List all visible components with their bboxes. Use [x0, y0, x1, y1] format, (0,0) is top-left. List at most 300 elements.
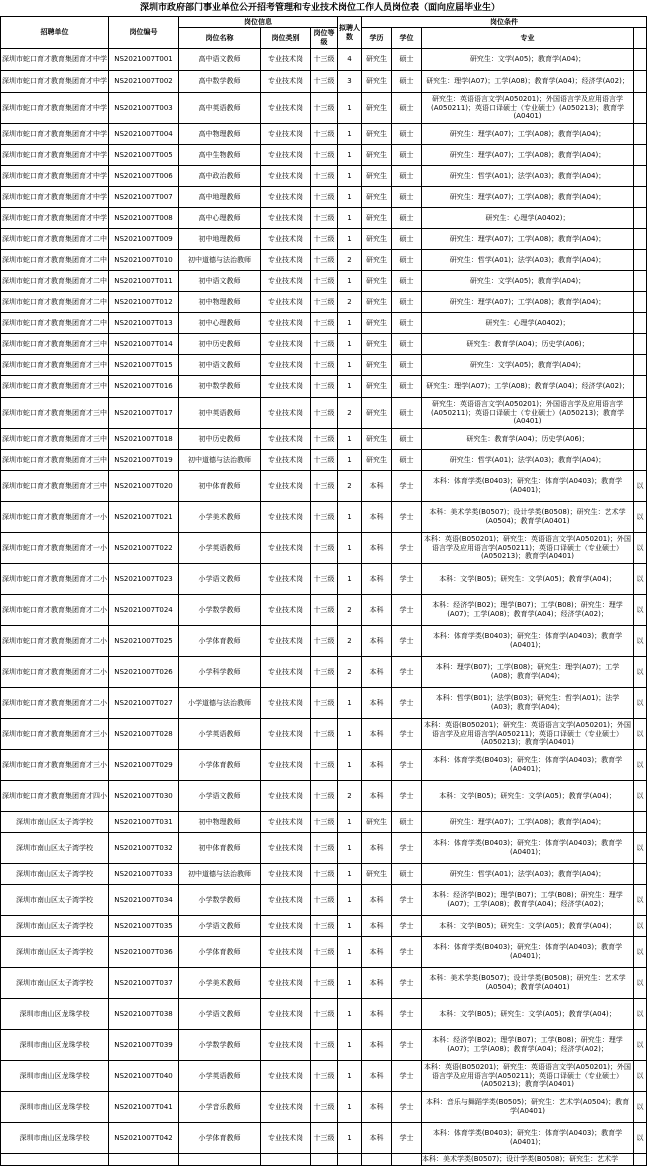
unit-cell: 深圳市蛇口育才教育集团育才三中	[1, 450, 109, 471]
degree-cell: 硕士	[392, 355, 422, 376]
edu-cell: 研究生	[362, 145, 392, 166]
major-cell: 研究生：哲学(A01)；法学(A03)；教育学(A04)；	[422, 250, 634, 271]
unit-cell: 深圳市蛇口育才教育集团育才四小	[1, 781, 109, 812]
major-cell: 本科：体育学类(B0403)；研究生：体育学(A0403)；教育学(A0401)；	[422, 471, 634, 502]
category-cell: 专业技术岗	[261, 124, 311, 145]
edu-cell: 本科	[362, 1030, 392, 1061]
grade-cell: 十三级	[311, 657, 338, 688]
grade-cell: 十三级	[311, 450, 338, 471]
row-tail-mark	[634, 450, 647, 471]
edu-cell: 本科	[362, 1123, 392, 1154]
post-name-cell: 初中物理教师	[179, 292, 261, 313]
unit-cell: 深圳市南山区太子湾学校	[1, 864, 109, 885]
unit-cell: 深圳市蛇口育才教育集团育才二小	[1, 657, 109, 688]
count-cell: 1	[338, 999, 362, 1030]
count-cell: 1	[338, 450, 362, 471]
row-tail-mark	[634, 145, 647, 166]
empty-cell	[362, 1154, 392, 1166]
code-cell: NS2021007T001	[109, 49, 179, 71]
edu-cell: 本科	[362, 968, 392, 999]
post-name-cell: 小学体育教师	[179, 937, 261, 968]
row-tail-mark	[634, 812, 647, 833]
table-row	[0, 355, 647, 376]
grade-cell: 十三级	[311, 812, 338, 833]
count-cell: 1	[338, 229, 362, 250]
grade-cell: 十三级	[311, 71, 338, 93]
code-cell: NS2021007T016	[109, 376, 179, 398]
table-row	[0, 334, 647, 355]
code-cell: NS2021007T018	[109, 429, 179, 450]
degree-cell: 硕士	[392, 145, 422, 166]
row-tail-mark	[634, 93, 647, 124]
code-cell: NS2021007T027	[109, 688, 179, 719]
edu-cell: 本科	[362, 719, 392, 750]
unit-cell: 深圳市蛇口育才教育集团育才中学	[1, 124, 109, 145]
category-cell: 专业技术岗	[261, 719, 311, 750]
major-cell: 研究生：理学(A07)；工学(A08)；教育学(A04)；	[422, 124, 634, 145]
major-cell: 研究生：理学(A07)；工学(A08)；教育学(A04)；	[422, 145, 634, 166]
count-cell: 1	[338, 719, 362, 750]
unit-cell: 深圳市蛇口育才教育集团育才二小	[1, 688, 109, 719]
major-cell: 本科：哲学(B01)；法学(B03)；研究生：哲学(A01)；法学(A03)；教育学(A04)；	[422, 688, 634, 719]
major-cell: 研究生：理学(A07)；工学(A08)；教育学(A04)；经济学(A02)；	[422, 71, 634, 93]
post-name-cell: 小学英语教师	[179, 533, 261, 564]
header-code: 岗位编号	[109, 17, 179, 49]
category-cell: 专业技术岗	[261, 750, 311, 781]
category-cell: 专业技术岗	[261, 166, 311, 187]
major-cell: 研究生：心理学(A0402)；	[422, 313, 634, 334]
row-tail-mark: 以	[634, 1061, 647, 1092]
post-name-cell: 小学英语教师	[179, 719, 261, 750]
code-cell: NS2021007T015	[109, 355, 179, 376]
unit-cell: 深圳市南山区龙珠学校	[1, 1061, 109, 1092]
count-cell: 1	[338, 145, 362, 166]
category-cell: 专业技术岗	[261, 781, 311, 812]
code-cell: NS2021007T019	[109, 450, 179, 471]
post-name-cell: 高中数学教师	[179, 71, 261, 93]
category-cell: 专业技术岗	[261, 999, 311, 1030]
unit-cell: 深圳市南山区太子湾学校	[1, 968, 109, 999]
table-row	[0, 719, 647, 750]
code-cell: NS2021007T025	[109, 626, 179, 657]
edu-cell: 研究生	[362, 124, 392, 145]
category-cell: 专业技术岗	[261, 355, 311, 376]
count-cell: 1	[338, 376, 362, 398]
degree-cell: 学士	[392, 781, 422, 812]
row-tail-mark	[634, 376, 647, 398]
edu-cell: 本科	[362, 533, 392, 564]
unit-cell: 深圳市南山区太子湾学校	[1, 937, 109, 968]
degree-cell: 硕士	[392, 271, 422, 292]
unit-cell: 深圳市蛇口育才教育集团育才中学	[1, 145, 109, 166]
code-cell: NS2021007T032	[109, 833, 179, 864]
row-tail-mark: 以	[634, 750, 647, 781]
degree-cell: 硕士	[392, 250, 422, 271]
major-cell: 本科：美术学类(B0507)；设计学类(B0508)；研究生：艺术学	[422, 1154, 634, 1166]
post-name-cell: 高中心理教师	[179, 208, 261, 229]
code-cell: NS2021007T028	[109, 719, 179, 750]
row-tail-mark: 以	[634, 1030, 647, 1061]
count-cell: 2	[338, 292, 362, 313]
major-cell: 本科：文学(B05)；研究生：文学(A05)；教育学(A04)；	[422, 781, 634, 812]
unit-cell: 深圳市南山区太子湾学校	[1, 916, 109, 937]
degree-cell: 学士	[392, 471, 422, 502]
code-cell: NS2021007T024	[109, 595, 179, 626]
major-cell: 本科：英语(B050201)；研究生：英语语言文学(A050201)；外国语言学及应用语言学(A050211)；英语口译硕士（专业硕士）(A050213)；教育学(A0401)	[422, 533, 634, 564]
category-cell: 专业技术岗	[261, 398, 311, 429]
grade-cell: 十三级	[311, 334, 338, 355]
major-cell: 研究生：文学(A05)；教育学(A04)；	[422, 49, 634, 71]
edu-cell: 研究生	[362, 271, 392, 292]
unit-cell: 深圳市蛇口育才教育集团育才中学	[1, 93, 109, 124]
count-cell: 2	[338, 471, 362, 502]
unit-cell: 深圳市蛇口育才教育集团育才三中	[1, 429, 109, 450]
row-tail-mark: 以	[634, 1123, 647, 1154]
edu-cell: 本科	[362, 502, 392, 533]
major-cell: 本科：经济学(B02)；理学(B07)；工学(B08)；研究生：理学(A07)；工学(A08)；教育学(A04)；经济学(A02)；	[422, 1030, 634, 1061]
degree-cell: 硕士	[392, 187, 422, 208]
major-cell: 研究生：哲学(A01)；法学(A03)；教育学(A04)；	[422, 450, 634, 471]
code-cell: NS2021007T023	[109, 564, 179, 595]
code-cell: NS2021007T042	[109, 1123, 179, 1154]
category-cell: 专业技术岗	[261, 533, 311, 564]
category-cell: 专业技术岗	[261, 229, 311, 250]
grade-cell: 十三级	[311, 93, 338, 124]
table-row	[0, 229, 647, 250]
edu-cell: 研究生	[362, 208, 392, 229]
count-cell: 2	[338, 595, 362, 626]
code-cell: NS2021007T039	[109, 1030, 179, 1061]
table-row	[0, 533, 647, 564]
grade-cell: 十三级	[311, 1092, 338, 1123]
grade-cell: 十三级	[311, 864, 338, 885]
row-tail-mark: 以	[634, 937, 647, 968]
code-cell: NS2021007T014	[109, 334, 179, 355]
unit-cell: 深圳市蛇口育才教育集团育才三小	[1, 750, 109, 781]
table-row	[0, 937, 647, 968]
count-cell: 2	[338, 250, 362, 271]
major-cell: 本科：美术学类(B0507)；设计学类(B0508)；研究生：艺术学(A0504)；教育学(A0401)	[422, 968, 634, 999]
grade-cell: 十三级	[311, 968, 338, 999]
grade-cell: 十三级	[311, 999, 338, 1030]
table-row	[0, 49, 647, 71]
edu-cell: 本科	[362, 626, 392, 657]
edu-cell: 研究生	[362, 334, 392, 355]
edu-cell: 本科	[362, 564, 392, 595]
post-name-cell: 初中历史教师	[179, 334, 261, 355]
post-name-cell: 高中政治教师	[179, 166, 261, 187]
grade-cell: 十三级	[311, 719, 338, 750]
table-row	[0, 208, 647, 229]
code-cell: NS2021007T003	[109, 93, 179, 124]
post-name-cell: 小学英语教师	[179, 1061, 261, 1092]
count-cell: 1	[338, 271, 362, 292]
row-tail-mark	[634, 292, 647, 313]
count-cell: 2	[338, 657, 362, 688]
unit-cell: 深圳市蛇口育才教育集团育才三中	[1, 471, 109, 502]
degree-cell: 硕士	[392, 292, 422, 313]
grade-cell: 十三级	[311, 781, 338, 812]
post-name-cell: 初中道德与法治教师	[179, 450, 261, 471]
edu-cell: 本科	[362, 916, 392, 937]
post-name-cell: 初中道德与法治教师	[179, 864, 261, 885]
post-name-cell: 初中物理教师	[179, 812, 261, 833]
degree-cell: 硕士	[392, 398, 422, 429]
post-name-cell: 初中体育教师	[179, 833, 261, 864]
unit-cell: 深圳市蛇口育才教育集团育才二中	[1, 313, 109, 334]
major-cell: 本科：英语(B050201)；研究生：英语语言文学(A050201)；外国语言学及应用语言学(A050211)；英语口译硕士（专业硕士）(A050213)；教育学(A0401)	[422, 719, 634, 750]
edu-cell: 本科	[362, 999, 392, 1030]
row-tail-mark	[634, 49, 647, 71]
row-tail-mark	[634, 398, 647, 429]
degree-cell: 学士	[392, 1123, 422, 1154]
code-cell: NS2021007T021	[109, 502, 179, 533]
post-name-cell: 小学语文教师	[179, 999, 261, 1030]
grade-cell: 十三级	[311, 750, 338, 781]
major-cell: 本科：体育学类(B0403)；研究生：体育学(A0403)；教育学(A0401)；	[422, 833, 634, 864]
count-cell: 1	[338, 864, 362, 885]
edu-cell: 研究生	[362, 355, 392, 376]
table-row	[0, 564, 647, 595]
row-tail-mark	[634, 271, 647, 292]
table-row	[0, 968, 647, 999]
empty-cell	[338, 1154, 362, 1166]
table-row	[0, 688, 647, 719]
degree-cell: 硕士	[392, 49, 422, 71]
major-cell: 本科：文学(B05)；研究生：文学(A05)；教育学(A04)；	[422, 916, 634, 937]
row-tail-mark: 以	[634, 533, 647, 564]
unit-cell: 深圳市南山区龙珠学校	[1, 1030, 109, 1061]
degree-cell: 学士	[392, 564, 422, 595]
table-row	[0, 124, 647, 145]
post-name-cell: 小学数学教师	[179, 595, 261, 626]
code-cell: NS2021007T022	[109, 533, 179, 564]
major-cell: 研究生：教育学(A04)；历史学(A06)；	[422, 429, 634, 450]
edu-cell: 本科	[362, 781, 392, 812]
count-cell: 1	[338, 750, 362, 781]
grade-cell: 十三级	[311, 208, 338, 229]
unit-cell: 深圳市蛇口育才教育集团育才中学	[1, 166, 109, 187]
degree-cell: 学士	[392, 595, 422, 626]
code-cell: NS2021007T037	[109, 968, 179, 999]
header-group-post-cond: 岗位条件	[362, 17, 647, 28]
major-cell: 研究生：文学(A05)；教育学(A04)；	[422, 271, 634, 292]
category-cell: 专业技术岗	[261, 564, 311, 595]
category-cell: 专业技术岗	[261, 1030, 311, 1061]
unit-cell: 深圳市南山区龙珠学校	[1, 1092, 109, 1123]
grade-cell: 十三级	[311, 688, 338, 719]
code-cell: NS2021007T026	[109, 657, 179, 688]
edu-cell: 本科	[362, 833, 392, 864]
header-major: 专业	[422, 28, 634, 49]
page-title: 深圳市政府部门事业单位公开招考管理和专业技术岗位工作人员岗位表（面向应届毕业生）	[139, 3, 500, 13]
row-tail-mark	[634, 71, 647, 93]
table-row	[0, 1123, 647, 1154]
header-category: 岗位类别	[261, 28, 311, 49]
code-cell: NS2021007T041	[109, 1092, 179, 1123]
degree-cell: 学士	[392, 999, 422, 1030]
major-cell: 本科：体育学类(B0403)；研究生：体育学(A0403)；教育学(A0401)；	[422, 626, 634, 657]
degree-cell: 学士	[392, 937, 422, 968]
empty-cell	[179, 1154, 261, 1166]
edu-cell: 研究生	[362, 93, 392, 124]
grade-cell: 十三级	[311, 1030, 338, 1061]
major-cell: 研究生：理学(A07)；工学(A08)；教育学(A04)；经济学(A02)；	[422, 376, 634, 398]
degree-cell: 学士	[392, 657, 422, 688]
table-row	[0, 93, 647, 124]
count-cell: 1	[338, 885, 362, 916]
grade-cell: 十三级	[311, 49, 338, 71]
empty-cell	[392, 1154, 422, 1166]
row-tail-mark: 以	[634, 1092, 647, 1123]
edu-cell: 研究生	[362, 49, 392, 71]
table-row	[0, 1092, 647, 1123]
major-cell: 研究生：哲学(A01)；法学(A03)；教育学(A04)；	[422, 166, 634, 187]
edu-cell: 研究生	[362, 450, 392, 471]
table-row	[0, 812, 647, 833]
count-cell: 1	[338, 533, 362, 564]
edu-cell: 研究生	[362, 166, 392, 187]
degree-cell: 硕士	[392, 376, 422, 398]
edu-cell: 本科	[362, 1061, 392, 1092]
post-name-cell: 小学数学教师	[179, 1030, 261, 1061]
degree-cell: 硕士	[392, 124, 422, 145]
code-cell: NS2021007T029	[109, 750, 179, 781]
row-tail-mark	[634, 334, 647, 355]
table-row	[0, 292, 647, 313]
header-row-group	[0, 17, 647, 28]
post-name-cell: 小学科学教师	[179, 657, 261, 688]
row-tail-mark: 以	[634, 688, 647, 719]
row-tail-mark	[634, 429, 647, 450]
unit-cell: 深圳市蛇口育才教育集团育才中学	[1, 71, 109, 93]
code-cell: NS2021007T030	[109, 781, 179, 812]
edu-cell: 本科	[362, 471, 392, 502]
post-name-cell: 小学美术教师	[179, 502, 261, 533]
grade-cell: 十三级	[311, 313, 338, 334]
post-name-cell: 小学音乐教师	[179, 1092, 261, 1123]
category-cell: 专业技术岗	[261, 595, 311, 626]
edu-cell: 研究生	[362, 250, 392, 271]
empty-cell	[261, 1154, 311, 1166]
major-cell: 研究生：教育学(A04)；历史学(A06)；	[422, 334, 634, 355]
grade-cell: 十三级	[311, 916, 338, 937]
edu-cell: 研究生	[362, 398, 392, 429]
category-cell: 专业技术岗	[261, 968, 311, 999]
table-row	[0, 271, 647, 292]
code-cell: NS2021007T002	[109, 71, 179, 93]
grade-cell: 十三级	[311, 166, 338, 187]
major-cell: 研究生：文学(A05)；教育学(A04)；	[422, 355, 634, 376]
code-cell: NS2021007T006	[109, 166, 179, 187]
category-cell: 专业技术岗	[261, 187, 311, 208]
degree-cell: 学士	[392, 968, 422, 999]
table-row	[0, 502, 647, 533]
edu-cell: 研究生	[362, 187, 392, 208]
category-cell: 专业技术岗	[261, 502, 311, 533]
post-name-cell: 初中历史教师	[179, 429, 261, 450]
category-cell: 专业技术岗	[261, 1092, 311, 1123]
category-cell: 专业技术岗	[261, 885, 311, 916]
table-row	[0, 916, 647, 937]
grade-cell: 十三级	[311, 145, 338, 166]
unit-cell: 深圳市南山区太子湾学校	[1, 885, 109, 916]
count-cell: 1	[338, 1061, 362, 1092]
edu-cell: 本科	[362, 937, 392, 968]
category-cell: 专业技术岗	[261, 250, 311, 271]
post-name-cell: 初中数学教师	[179, 376, 261, 398]
count-cell: 1	[338, 124, 362, 145]
table-row	[0, 626, 647, 657]
code-cell: NS2021007T035	[109, 916, 179, 937]
count-cell: 1	[338, 355, 362, 376]
table-row	[0, 398, 647, 429]
post-name-cell: 高中语文教师	[179, 49, 261, 71]
table-row	[0, 250, 647, 271]
post-name-cell: 初中语文教师	[179, 355, 261, 376]
grade-cell: 十三级	[311, 1123, 338, 1154]
post-name-cell: 小学数学教师	[179, 885, 261, 916]
unit-cell: 深圳市蛇口育才教育集团育才三中	[1, 355, 109, 376]
post-name-cell: 小学体育教师	[179, 750, 261, 781]
code-cell: NS2021007T034	[109, 885, 179, 916]
grade-cell: 十三级	[311, 833, 338, 864]
major-cell: 本科：经济学(B02)；理学(B07)；工学(B08)；研究生：理学(A07)；工学(A08)；教育学(A04)；经济学(A02)；	[422, 885, 634, 916]
category-cell: 专业技术岗	[261, 833, 311, 864]
category-cell: 专业技术岗	[261, 145, 311, 166]
degree-cell: 硕士	[392, 313, 422, 334]
count-cell: 1	[338, 1092, 362, 1123]
edu-cell: 本科	[362, 657, 392, 688]
grade-cell: 十三级	[311, 937, 338, 968]
count-cell: 1	[338, 208, 362, 229]
post-name-cell: 初中心理教师	[179, 313, 261, 334]
table-row	[0, 595, 647, 626]
degree-cell: 硕士	[392, 208, 422, 229]
row-tail-mark: 以	[634, 916, 647, 937]
empty-cell	[634, 1154, 647, 1166]
job-table	[0, 16, 647, 1166]
unit-cell: 深圳市蛇口育才教育集团育才三小	[1, 719, 109, 750]
count-cell: 1	[338, 93, 362, 124]
edu-cell: 研究生	[362, 864, 392, 885]
count-cell: 1	[338, 564, 362, 595]
table-row	[0, 376, 647, 398]
degree-cell: 硕士	[392, 334, 422, 355]
unit-cell: 深圳市南山区太子湾学校	[1, 833, 109, 864]
row-tail-mark: 以	[634, 968, 647, 999]
unit-cell: 深圳市蛇口育才教育集团育才二中	[1, 250, 109, 271]
table-row-partial	[0, 1154, 647, 1166]
code-cell: NS2021007T040	[109, 1061, 179, 1092]
count-cell: 2	[338, 626, 362, 657]
unit-cell: 深圳市蛇口育才教育集团育才二中	[1, 292, 109, 313]
count-cell: 1	[338, 1123, 362, 1154]
unit-cell: 深圳市蛇口育才教育集团育才中学	[1, 208, 109, 229]
major-cell: 研究生：英语语言文学(A050201)；外国语言学及应用语言学(A050211)；英语口译硕士（专业硕士）(A050213)；教育学(A0401)	[422, 398, 634, 429]
header-tail	[634, 28, 647, 49]
degree-cell: 学士	[392, 719, 422, 750]
edu-cell: 研究生	[362, 812, 392, 833]
major-cell: 本科：英语(B050201)；研究生：英语语言文学(A050201)；外国语言学及应用语言学(A050211)；英语口译硕士（专业硕士）(A050213)；教育学(A0401)	[422, 1061, 634, 1092]
grade-cell: 十三级	[311, 229, 338, 250]
post-name-cell: 初中道德与法治教师	[179, 250, 261, 271]
table-row	[0, 1030, 647, 1061]
post-name-cell: 高中英语教师	[179, 93, 261, 124]
category-cell: 专业技术岗	[261, 1061, 311, 1092]
table-row	[0, 750, 647, 781]
grade-cell: 十三级	[311, 376, 338, 398]
